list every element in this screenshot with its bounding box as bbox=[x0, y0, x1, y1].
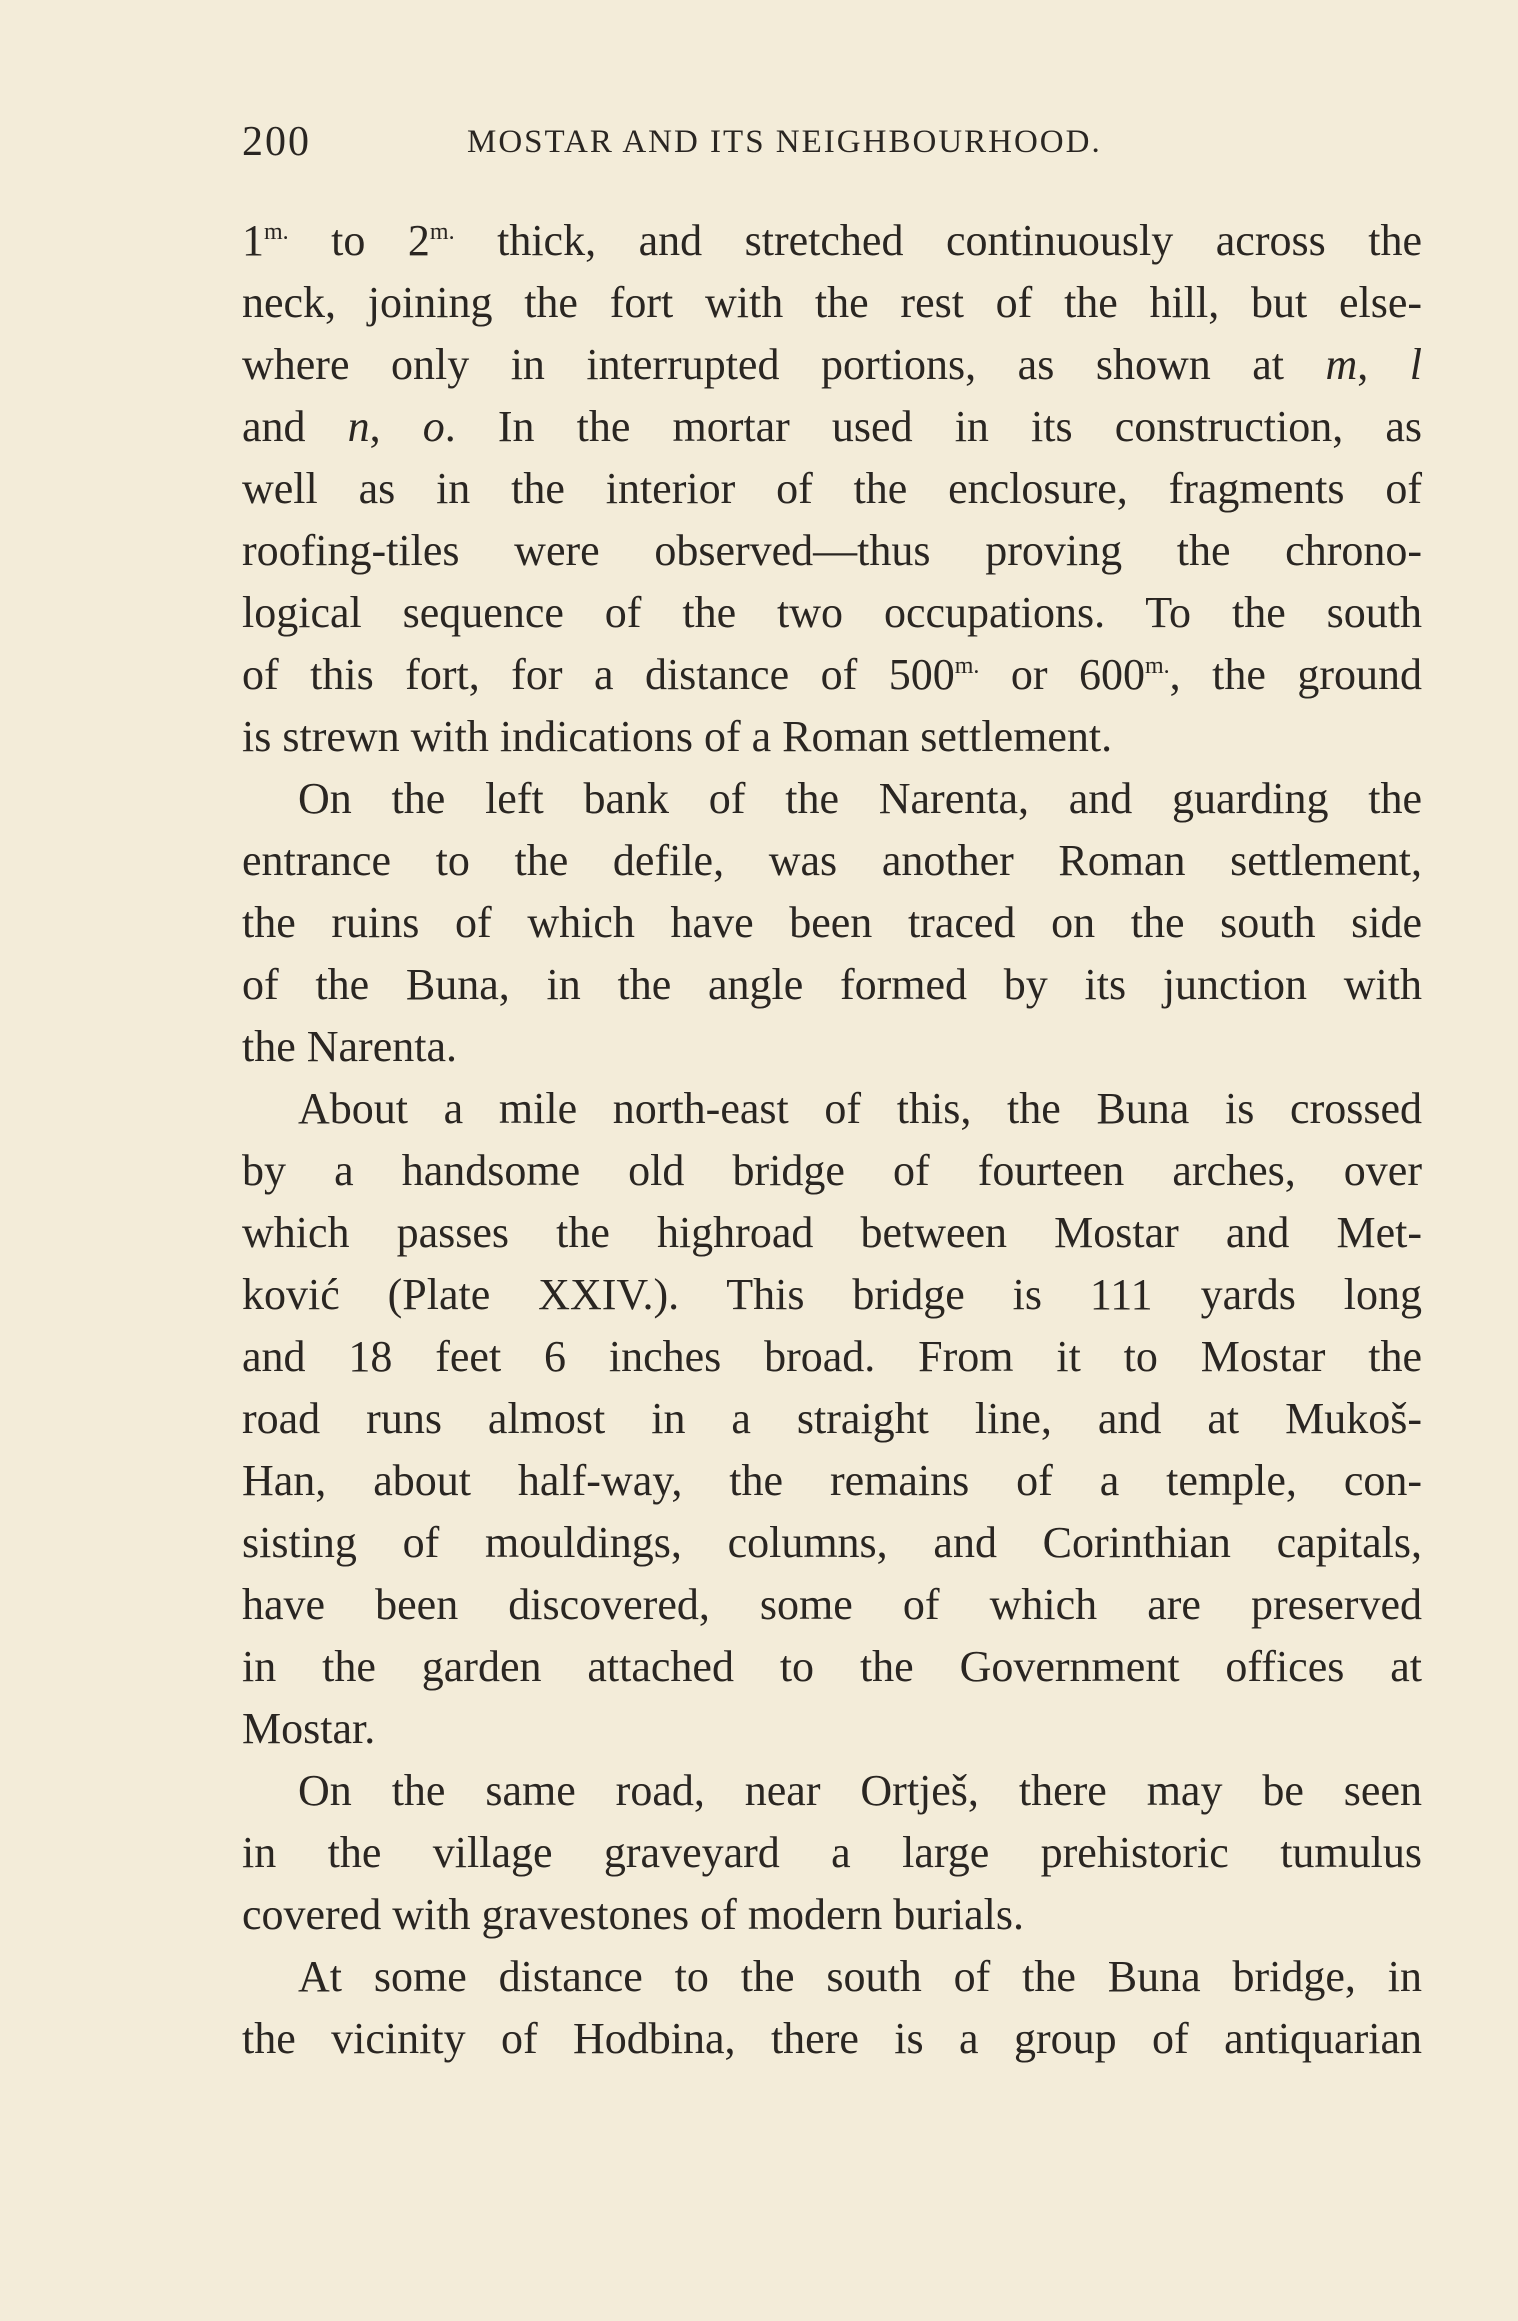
text-segment: road runs almost in a straight line, and at Mukoš- bbox=[242, 1394, 1422, 1443]
text-line bbox=[242, 1264, 1422, 1326]
text-line bbox=[242, 210, 1422, 272]
superscript: m. bbox=[954, 653, 980, 679]
text-line bbox=[242, 582, 1422, 644]
text-line bbox=[242, 1760, 1422, 1822]
page-header bbox=[242, 118, 1422, 178]
text-segment: ković (Plate XXIV.). This bridge is 111 yards long bbox=[242, 1270, 1422, 1319]
body-text bbox=[242, 210, 1422, 2070]
text-segment: , bbox=[369, 402, 423, 451]
superscript: m. bbox=[264, 219, 289, 245]
text-segment: which passes the highroad between Mostar and Met- bbox=[242, 1208, 1422, 1257]
text-segment: About a mile north-east of this, the Buna is crossed bbox=[298, 1084, 1422, 1133]
italic-text: m bbox=[1325, 340, 1358, 389]
paragraph bbox=[242, 210, 1422, 768]
text-line bbox=[242, 1574, 1422, 1636]
text-segment: neck, joining the fort with the rest of the hill, but else- bbox=[242, 278, 1422, 327]
text-line bbox=[242, 1016, 1422, 1078]
paragraph bbox=[242, 1760, 1422, 1946]
text-segment: At some distance to the south of the Buna bridge, in bbox=[298, 1952, 1422, 2001]
paragraph bbox=[242, 1946, 1422, 2070]
text-segment: is strewn with indications of a Roman settlement. bbox=[242, 712, 1113, 761]
text-segment: to 2 bbox=[288, 216, 430, 265]
text-segment: On the left bank of the Narenta, and guarding the bbox=[298, 774, 1422, 823]
italic-text: o bbox=[422, 402, 445, 451]
text-segment: roofing-tiles were observed—thus proving the chrono- bbox=[242, 526, 1422, 575]
text-segment: , the ground bbox=[1169, 650, 1423, 699]
text-segment: On the same road, near Ortješ, there may be seen bbox=[298, 1766, 1422, 1815]
text-line bbox=[242, 1822, 1422, 1884]
text-line bbox=[242, 644, 1422, 706]
text-segment: the ruins of which have been traced on the south side bbox=[242, 898, 1422, 947]
superscript: m. bbox=[429, 219, 455, 245]
text-line bbox=[242, 520, 1422, 582]
text-segment: of the Buna, in the angle formed by its junction with bbox=[242, 960, 1422, 1009]
text-segment: thick, and stretched continuously across the bbox=[454, 216, 1422, 265]
text-line bbox=[242, 1512, 1422, 1574]
text-segment: or 600 bbox=[979, 650, 1145, 699]
text-segment: and 18 feet 6 inches broad. From it to Mostar the bbox=[242, 1332, 1422, 1381]
text-segment: by a handsome old bridge of fourteen arches, over bbox=[242, 1146, 1422, 1195]
text-line bbox=[242, 1946, 1422, 2008]
text-segment: Han, about half-way, the remains of a temple, con- bbox=[242, 1456, 1422, 1505]
text-segment: logical sequence of the two occupations. To the south bbox=[242, 588, 1422, 637]
text-line bbox=[242, 1388, 1422, 1450]
text-segment: in the village graveyard a large prehistoric tumulus bbox=[242, 1828, 1422, 1877]
text-line bbox=[242, 1450, 1422, 1512]
text-segment: and bbox=[242, 402, 348, 451]
running-head: MOSTAR AND ITS NEIGHBOURHOOD. bbox=[467, 124, 1102, 160]
text-segment: Mostar. bbox=[242, 1704, 376, 1753]
text-segment: the Narenta. bbox=[242, 1022, 457, 1071]
italic-text: n bbox=[347, 402, 370, 451]
text-line bbox=[242, 1636, 1422, 1698]
text-line bbox=[242, 954, 1422, 1016]
text-line bbox=[242, 1326, 1422, 1388]
text-segment: well as in the interior of the enclosure, fragments of bbox=[242, 464, 1422, 513]
text-line bbox=[242, 1078, 1422, 1140]
text-line bbox=[242, 1202, 1422, 1264]
text-segment: sisting of mouldings, columns, and Corinthian capitals, bbox=[242, 1518, 1422, 1567]
text-line bbox=[242, 830, 1422, 892]
text-line bbox=[242, 706, 1422, 768]
text-segment: covered with gravestones of modern burials. bbox=[242, 1890, 1024, 1939]
text-segment: 1 bbox=[242, 216, 264, 265]
text-line bbox=[242, 1698, 1422, 1760]
text-segment: the vicinity of Hodbina, there is a group of antiquarian bbox=[242, 2014, 1422, 2063]
text-segment: where only in interrupted portions, as shown at bbox=[242, 340, 1326, 389]
text-line bbox=[242, 458, 1422, 520]
paragraph bbox=[242, 768, 1422, 1078]
text-line bbox=[242, 396, 1422, 458]
text-segment: of this fort, for a distance of 500 bbox=[242, 650, 955, 699]
text-line bbox=[242, 1140, 1422, 1202]
italic-text: l bbox=[1409, 340, 1422, 389]
text-line bbox=[242, 334, 1422, 396]
text-segment: entrance to the defile, was another Roman settlement, bbox=[242, 836, 1422, 885]
superscript: m. bbox=[1144, 653, 1170, 679]
text-line bbox=[242, 892, 1422, 954]
text-line bbox=[242, 768, 1422, 830]
text-segment: . In the mortar used in its construction, as bbox=[444, 402, 1423, 451]
text-line bbox=[242, 272, 1422, 334]
page-number: 200 bbox=[242, 119, 311, 165]
text-segment: in the garden attached to the Government offices at bbox=[242, 1642, 1422, 1691]
paragraph bbox=[242, 1078, 1422, 1760]
text-segment: , bbox=[1357, 340, 1410, 389]
text-segment: have been discovered, some of which are preserved bbox=[242, 1580, 1422, 1629]
text-line bbox=[242, 2008, 1422, 2070]
text-line bbox=[242, 1884, 1422, 1946]
